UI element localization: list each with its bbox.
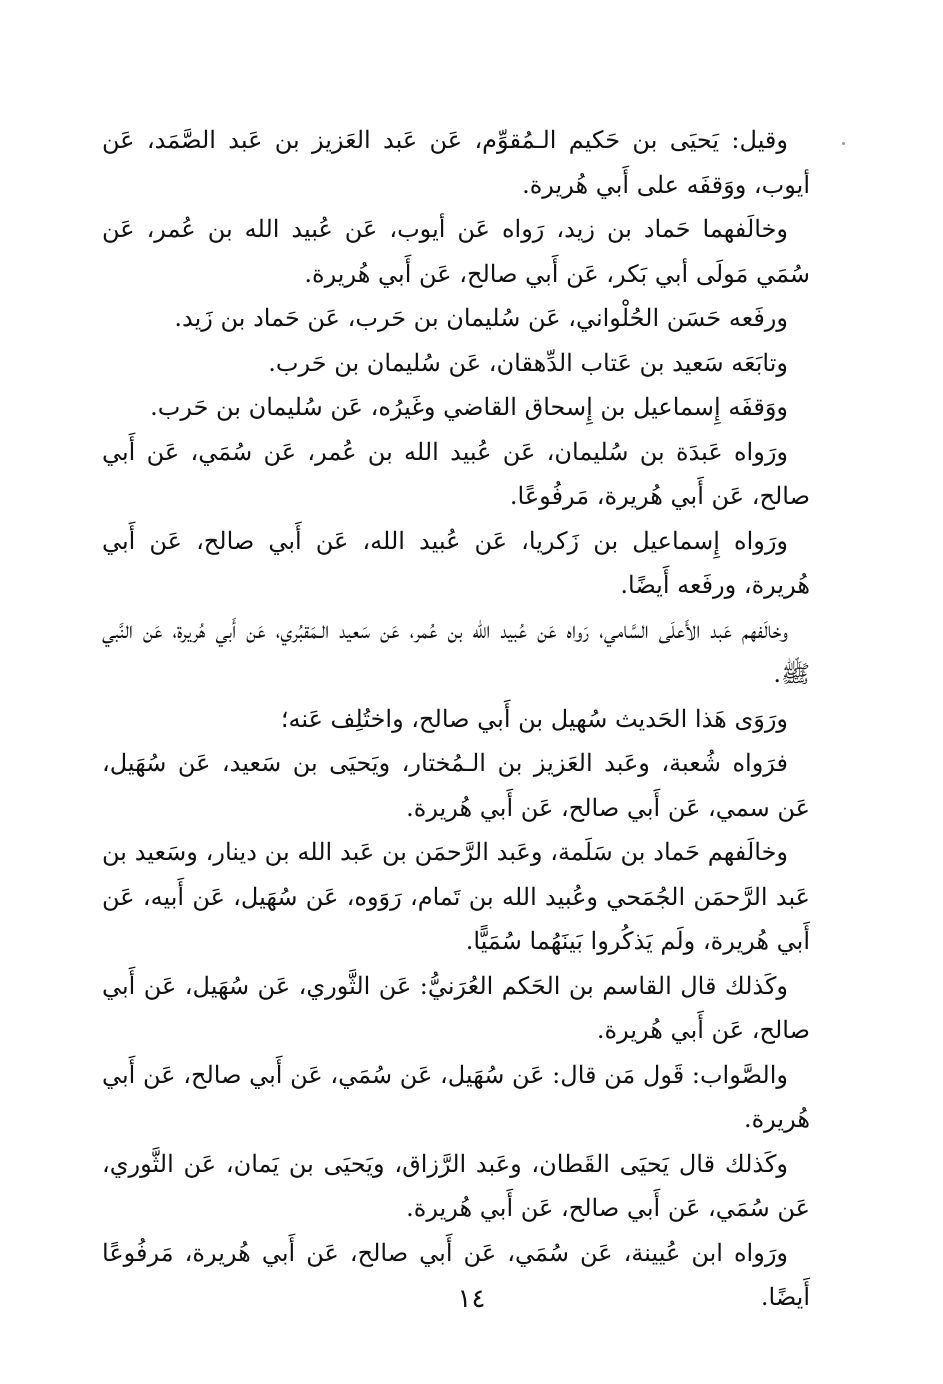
- paragraph-4: وتابَعَه سَعيد بن عَتاب الدِّهقان، عَن سُليمان بن حَرب.: [268, 348, 788, 377]
- main-text: [102, 118, 810, 1320]
- paragraph-1: وقيل: يَحيَى بن حَكيم الـمُقوِّم، عَن عَبد العَزيز بن عَبد الصَّمَد، عَن أيوب، ووَقفَه على أَبي هُريرة.: [102, 126, 810, 199]
- paragraph-8: وخالَفهم عَبد الأَعلَى السَّامي، رَواه عَن عُبيد الله بن عُمر، عَن سَعيد الـمَقبُري، عَن أَبي هُريرة، عَن النَّبي ﷺ.: [102, 615, 810, 688]
- paragraph-10: فرَواه شُعبة، وعَبد العَزيز بن الـمُختار، ويَحيَى بن سَعيد، عَن سُهَيل، عَن سمي، عَن أَبي صالح، عَن أَبي هُريرة.: [102, 749, 810, 822]
- paragraph-7: ورَواه إِسماعيل بن زَكريا، عَن عُبيد الله، عَن أَبي صالح، عَن أَبي هُريرة، ورفَعه أَيضًا.: [102, 526, 810, 599]
- page-number: ١٤: [457, 1284, 486, 1314]
- margin-dot: [842, 142, 845, 145]
- paragraph-3: ورفَعه حَسَن الحُلْواني، عَن سُليمان بن حَرب، عَن حَماد بن زَيد.: [174, 304, 788, 332]
- paragraph-14: وكَذلك قال يَحيَى القَطان، وعَبد الرَّزاق، ويَحيَى بن يَمان، عَن الثَّوري، عَن سُمَي، عَن أَبي صالح، عَن أَبي هُريرة.: [102, 1149, 810, 1222]
- paragraph-12: وكَذلك قال القاسم بن الحَكم العُرَنيُّ: عَن الثَّوري، عَن سُهَيل، عَن أَبي صالح، عَن أَبي هُريرة.: [102, 971, 810, 1044]
- paragraph-2: وخالَفهما حَماد بن زيد، رَواه عَن أيوب، عَن عُبيد الله بن عُمر، عَن سُمَي مَولَى أبي بَكر، عَن أَبي صالح، عَن أَبي هُريرة.: [102, 215, 810, 288]
- paragraph-15: ورَواه ابن عُيينة، عَن سُمَي، عَن أَبي صالح، عَن أَبي هُريرة، مَرفُوعًا أَيضًا.: [102, 1238, 810, 1311]
- paragraph-11: وخالَفهم حَماد بن سَلَمة، وعَبد الرَّحمَن بن عَبد الله بن دينار، وسَعيد بن عَبد الرَّحمَن الجُمَحي وعُبيد الله بن تَمام، رَوَوه، عَن سُهَيل، عَن أَبيه، عَن أَبي هُريرة، ولَم يَذكُروا بَينَهُما سُمَيًّا.: [102, 838, 810, 955]
- paragraph-9: ورَوَى هَذا الحَديث سُهيل بن أَبي صالح، واختُلِف عَنه؛: [280, 704, 788, 733]
- paragraph-13: والصَّواب: قَول مَن قال: عَن سُهَيل، عَن سُمَي، عَن أَبي صالح، عَن أَبي هُريرة.: [102, 1060, 810, 1133]
- paragraph-6: ورَواه عَبدَة بن سُليمان، عَن عُبيد الله بن عُمر، عَن سُمَي، عَن أَبي صالح، عَن أَبي هُريرة، مَرفُوعًا.: [102, 437, 810, 510]
- paragraph-5: ووَقفَه إِسماعيل بن إِسحاق القاضي وغَيرُه، عَن سُليمان بن حَرب.: [150, 393, 788, 421]
